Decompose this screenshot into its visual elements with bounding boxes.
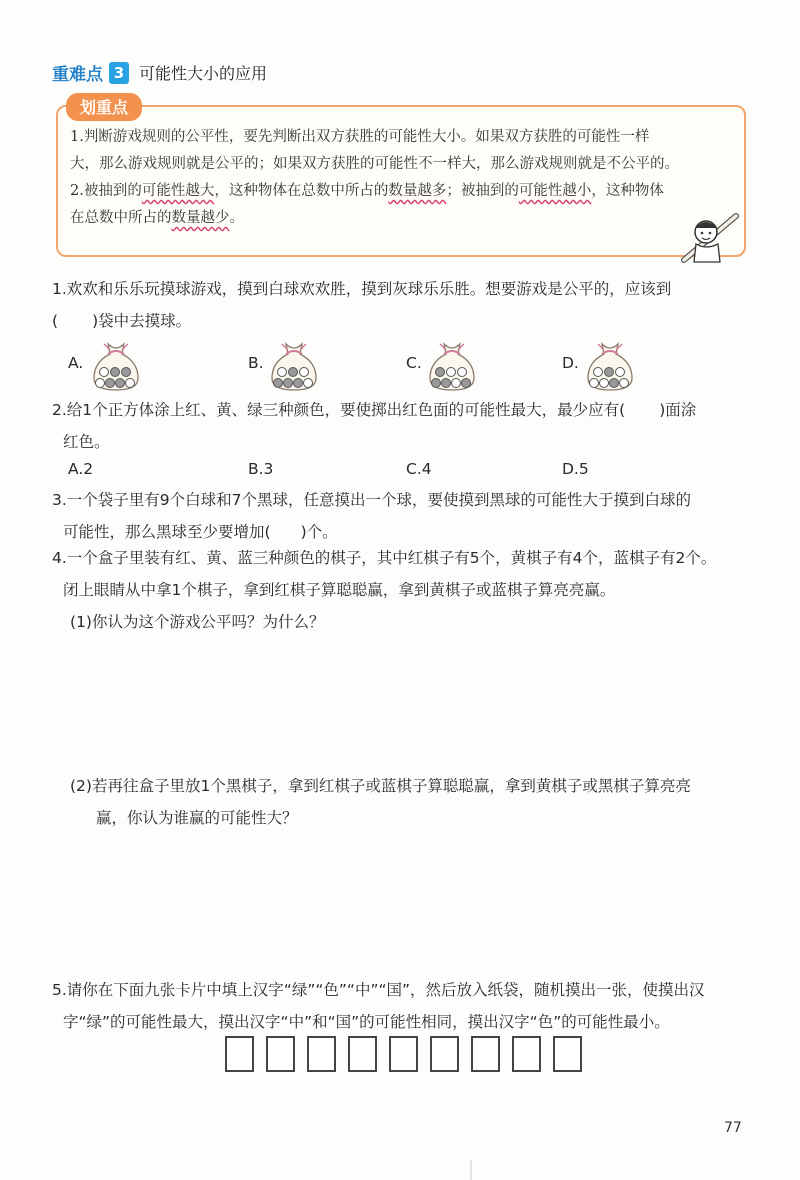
question-5: [52, 974, 705, 1038]
kp-emphasis: 可能性越小: [518, 183, 592, 199]
q2-line-2: 红色。: [63, 433, 110, 451]
card-9[interactable]: [553, 1036, 582, 1072]
card-1[interactable]: [225, 1036, 254, 1072]
q1-option-a[interactable]: A.: [68, 354, 84, 372]
q4-sub-2-answer-area[interactable]: [70, 840, 740, 970]
q4-sub-1: (1)你认为这个游戏公平吗？为什么？: [70, 613, 325, 631]
q2-text: )面涂: [659, 401, 697, 419]
q5-line-1: 5.请你在下面九张卡片中填上汉字“绿”“色”“中”“国”，然后放入纸袋，随机摸出一张，使摸出汉: [52, 981, 705, 999]
bag-b-icon: [264, 334, 324, 394]
section-key: 重难点: [52, 65, 103, 85]
section-number: 3: [109, 62, 129, 84]
q2-text: 2.给1个正方体涂上红、黄、绿三种颜色，要使掷出红色面的可能性最大，最少应有(: [52, 401, 626, 419]
page-fold-divider: [470, 1160, 472, 1180]
q4-line-1: 4.一个盒子里装有红、黄、蓝三种颜色的棋子，其中红棋子有5个，黄棋子有4个，蓝棋子有2个。: [52, 549, 717, 567]
mascot-icon: [676, 210, 746, 266]
card-7[interactable]: [471, 1036, 500, 1072]
key-points-tag: 划重点: [66, 93, 142, 121]
q4-sub-1-answer-area[interactable]: [70, 640, 740, 768]
kp-text: 在总数中所占的: [70, 210, 172, 226]
bag-a-icon: [86, 334, 146, 394]
kp-text: ，这种物体在总数中所占的: [214, 183, 389, 199]
kp-text: ，这种物体: [591, 183, 664, 199]
q1-option-d[interactable]: D.: [562, 354, 579, 372]
q1-option-c[interactable]: C.: [406, 354, 422, 372]
question-4: [52, 542, 716, 638]
q4-line-2: 闭上眼睛从中拿1个棋子，拿到红棋子算聪聪赢，拿到黄棋子或蓝棋子算亮亮赢。: [63, 581, 616, 599]
q1-line-1: 1.欢欢和乐乐玩摸球游戏，摸到白球欢欢胜，摸到灰球乐乐胜。想要游戏是公平的，应该到: [52, 280, 672, 298]
key-point-line-2: 大，那么游戏规则就是公平的；如果双方获胜的可能性不一样大，那么游戏规则就是不公平的。: [70, 156, 679, 172]
q2-option-c[interactable]: C.4: [406, 460, 432, 478]
q5-line-2: 字“绿”的可能性最大，摸出汉字“中”和“国”的可能性相同，摸出汉字“色”的可能性最小。: [63, 1013, 670, 1031]
q3-line-1: 3.一个袋子里有9个白球和7个黑球，任意摸出一个球，要使摸到黑球的可能性大于摸到白球的: [52, 491, 692, 509]
card-5[interactable]: [389, 1036, 418, 1072]
question-2: [52, 394, 696, 458]
section-title: 可能性大小的应用: [139, 64, 268, 83]
q4-sub-2: [70, 770, 691, 834]
kp-emphasis: 可能性越大: [141, 183, 215, 199]
key-point-line-4: [70, 205, 742, 232]
card-3[interactable]: [307, 1036, 336, 1072]
q2-option-b[interactable]: B.3: [248, 460, 274, 478]
q2-option-a[interactable]: A.2: [68, 460, 94, 478]
q1-line-2: [52, 305, 671, 337]
card-8[interactable]: [512, 1036, 541, 1072]
kp-text: 2.被抽到的: [70, 183, 142, 199]
card-6[interactable]: [430, 1036, 459, 1072]
q1-paren: (: [52, 312, 59, 330]
key-point-line-3: [70, 178, 742, 205]
page-number: 77: [724, 1120, 742, 1136]
kp-text: 。: [229, 210, 244, 226]
q3-text: 可能性，那么黑球至少要增加(: [63, 523, 271, 541]
kp-emphasis: 数量越少: [171, 210, 230, 226]
card-2[interactable]: [266, 1036, 295, 1072]
kp-text: ；被抽到的: [446, 183, 519, 199]
q4-sub-2-line-1: (2)若再往盒子里放1个黑棋子，拿到红棋子或蓝棋子算聪聪赢，拿到黄棋子或黑棋子算亮亮: [70, 777, 691, 795]
q2-line-1: [52, 394, 696, 426]
section-header: [52, 60, 267, 85]
q1-text: )袋中去摸球。: [92, 312, 192, 330]
q1-option-b[interactable]: B.: [248, 354, 264, 372]
kp-emphasis: 数量越多: [388, 183, 447, 199]
key-point-line-1: 1.判断游戏规则的公平性，要先判断出双方获胜的可能性大小。如果双方获胜的可能性一样: [70, 129, 650, 145]
q2-option-d[interactable]: D.5: [562, 460, 589, 478]
bag-d-icon: [580, 334, 640, 394]
card-4[interactable]: [348, 1036, 377, 1072]
bag-c-icon: [422, 334, 482, 394]
q3-text: )个。: [300, 523, 338, 541]
key-points-text: [70, 124, 742, 232]
q4-sub-2-line-2: 赢，你认为谁赢的可能性大？: [96, 809, 298, 827]
question-1: [52, 273, 671, 337]
question-3: [52, 484, 691, 548]
